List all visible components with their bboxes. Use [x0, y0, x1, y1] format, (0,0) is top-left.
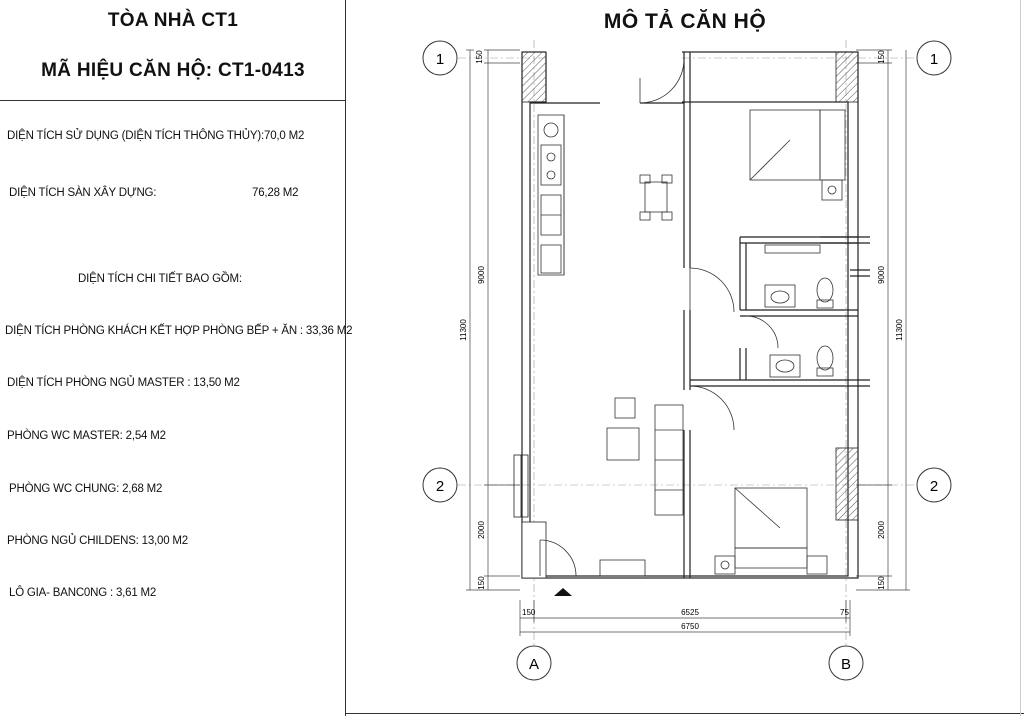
- grid-bubble-row-2-left: [423, 468, 457, 502]
- grid-label: 1: [435, 51, 445, 68]
- plan-title: MÔ TẢ CĂN HỘ: [603, 10, 767, 33]
- grid-label: 2: [435, 478, 445, 495]
- entrance-arrow-icon: [554, 588, 572, 596]
- dim-lower-right: 2000: [877, 521, 886, 539]
- building-name: TÒA NHÀ CT1: [107, 10, 239, 31]
- detail-heading: DIỆN TÍCH CHI TIẾT BAO GỒM:: [78, 273, 242, 285]
- dim-left-wall: 150: [522, 608, 536, 617]
- master-bed: [750, 110, 845, 200]
- living-kitchen-area: DIỆN TÍCH PHÒNG KHÁCH KẾT HỢP PHÒNG BẾP + ĂN : 33,36 M2: [5, 325, 353, 337]
- children-bed: [715, 488, 827, 574]
- grid-label: B: [840, 656, 852, 673]
- kitchen-counter: [538, 115, 564, 275]
- left-dimensions: [466, 50, 520, 590]
- master-bedroom-area: DIỆN TÍCH PHÒNG NGỦ MASTER : 13,50 M2: [7, 377, 240, 389]
- dim-total-right: 11300: [895, 319, 904, 341]
- master-wc-fixtures: [765, 245, 833, 308]
- living-furniture: [600, 398, 683, 576]
- grid-bubble-row-1-left: [423, 41, 457, 75]
- window-left: [514, 455, 528, 517]
- dim-bottom-left: 150: [477, 576, 486, 590]
- doors: [540, 59, 778, 576]
- usable-area-value: 70,0 M2: [264, 130, 305, 142]
- dim-total-width: 6750: [681, 622, 699, 631]
- floor-plan: [346, 0, 1024, 713]
- grid-bubble-row-1-right: [917, 41, 951, 75]
- dim-right-wall: 75: [840, 608, 849, 617]
- grid-bubble-row-2-right: [917, 468, 951, 502]
- grid-label: 1: [929, 51, 939, 68]
- children-bedroom-area: PHÒNG NGỦ CHILDENS: 13,00 M2: [7, 535, 189, 547]
- bottom-frame-line: [346, 713, 1024, 714]
- usable-area-label: DIỆN TÍCH SỬ DỤNG (DIỆN TÍCH THÔNG THỦY):: [7, 130, 264, 142]
- dim-middle-right: 9000: [877, 266, 886, 284]
- info-panel: [0, 0, 353, 716]
- grid-label: 2: [929, 478, 939, 495]
- built-area-label: DIỆN TÍCH SÀN XÂY DỰNG:: [9, 187, 157, 199]
- apartment-code: MÃ HIỆU CĂN HỘ: CT1-0413: [41, 60, 305, 81]
- info-header: [0, 0, 346, 101]
- dim-middle-left: 9000: [477, 266, 486, 284]
- grid-bubble-col-a: [517, 646, 551, 680]
- top-opening: [530, 51, 682, 103]
- interior-walls: [640, 52, 870, 578]
- dim-inner-width: 6525: [681, 608, 699, 617]
- dim-top-left: 150: [475, 50, 484, 64]
- dining-table: [640, 175, 672, 220]
- master-wc-area: PHÒNG WC MASTER: 2,54 M2: [7, 430, 166, 442]
- grid-bubble-col-b: [829, 646, 863, 680]
- loggia-area: LÔ GIA- BANC0NG : 3,61 M2: [9, 587, 157, 599]
- grid-label: A: [528, 656, 540, 673]
- common-wc-area: PHÒNG WC CHUNG: 2,68 M2: [9, 483, 163, 495]
- dim-lower-left: 2000: [477, 521, 486, 539]
- built-area-value: 76,28 M2: [252, 187, 299, 199]
- dim-top-right: 150: [877, 50, 886, 64]
- dim-total-left: 11300: [459, 319, 468, 341]
- common-wc-fixtures: [770, 346, 833, 377]
- dim-bottom-right: 150: [877, 576, 886, 590]
